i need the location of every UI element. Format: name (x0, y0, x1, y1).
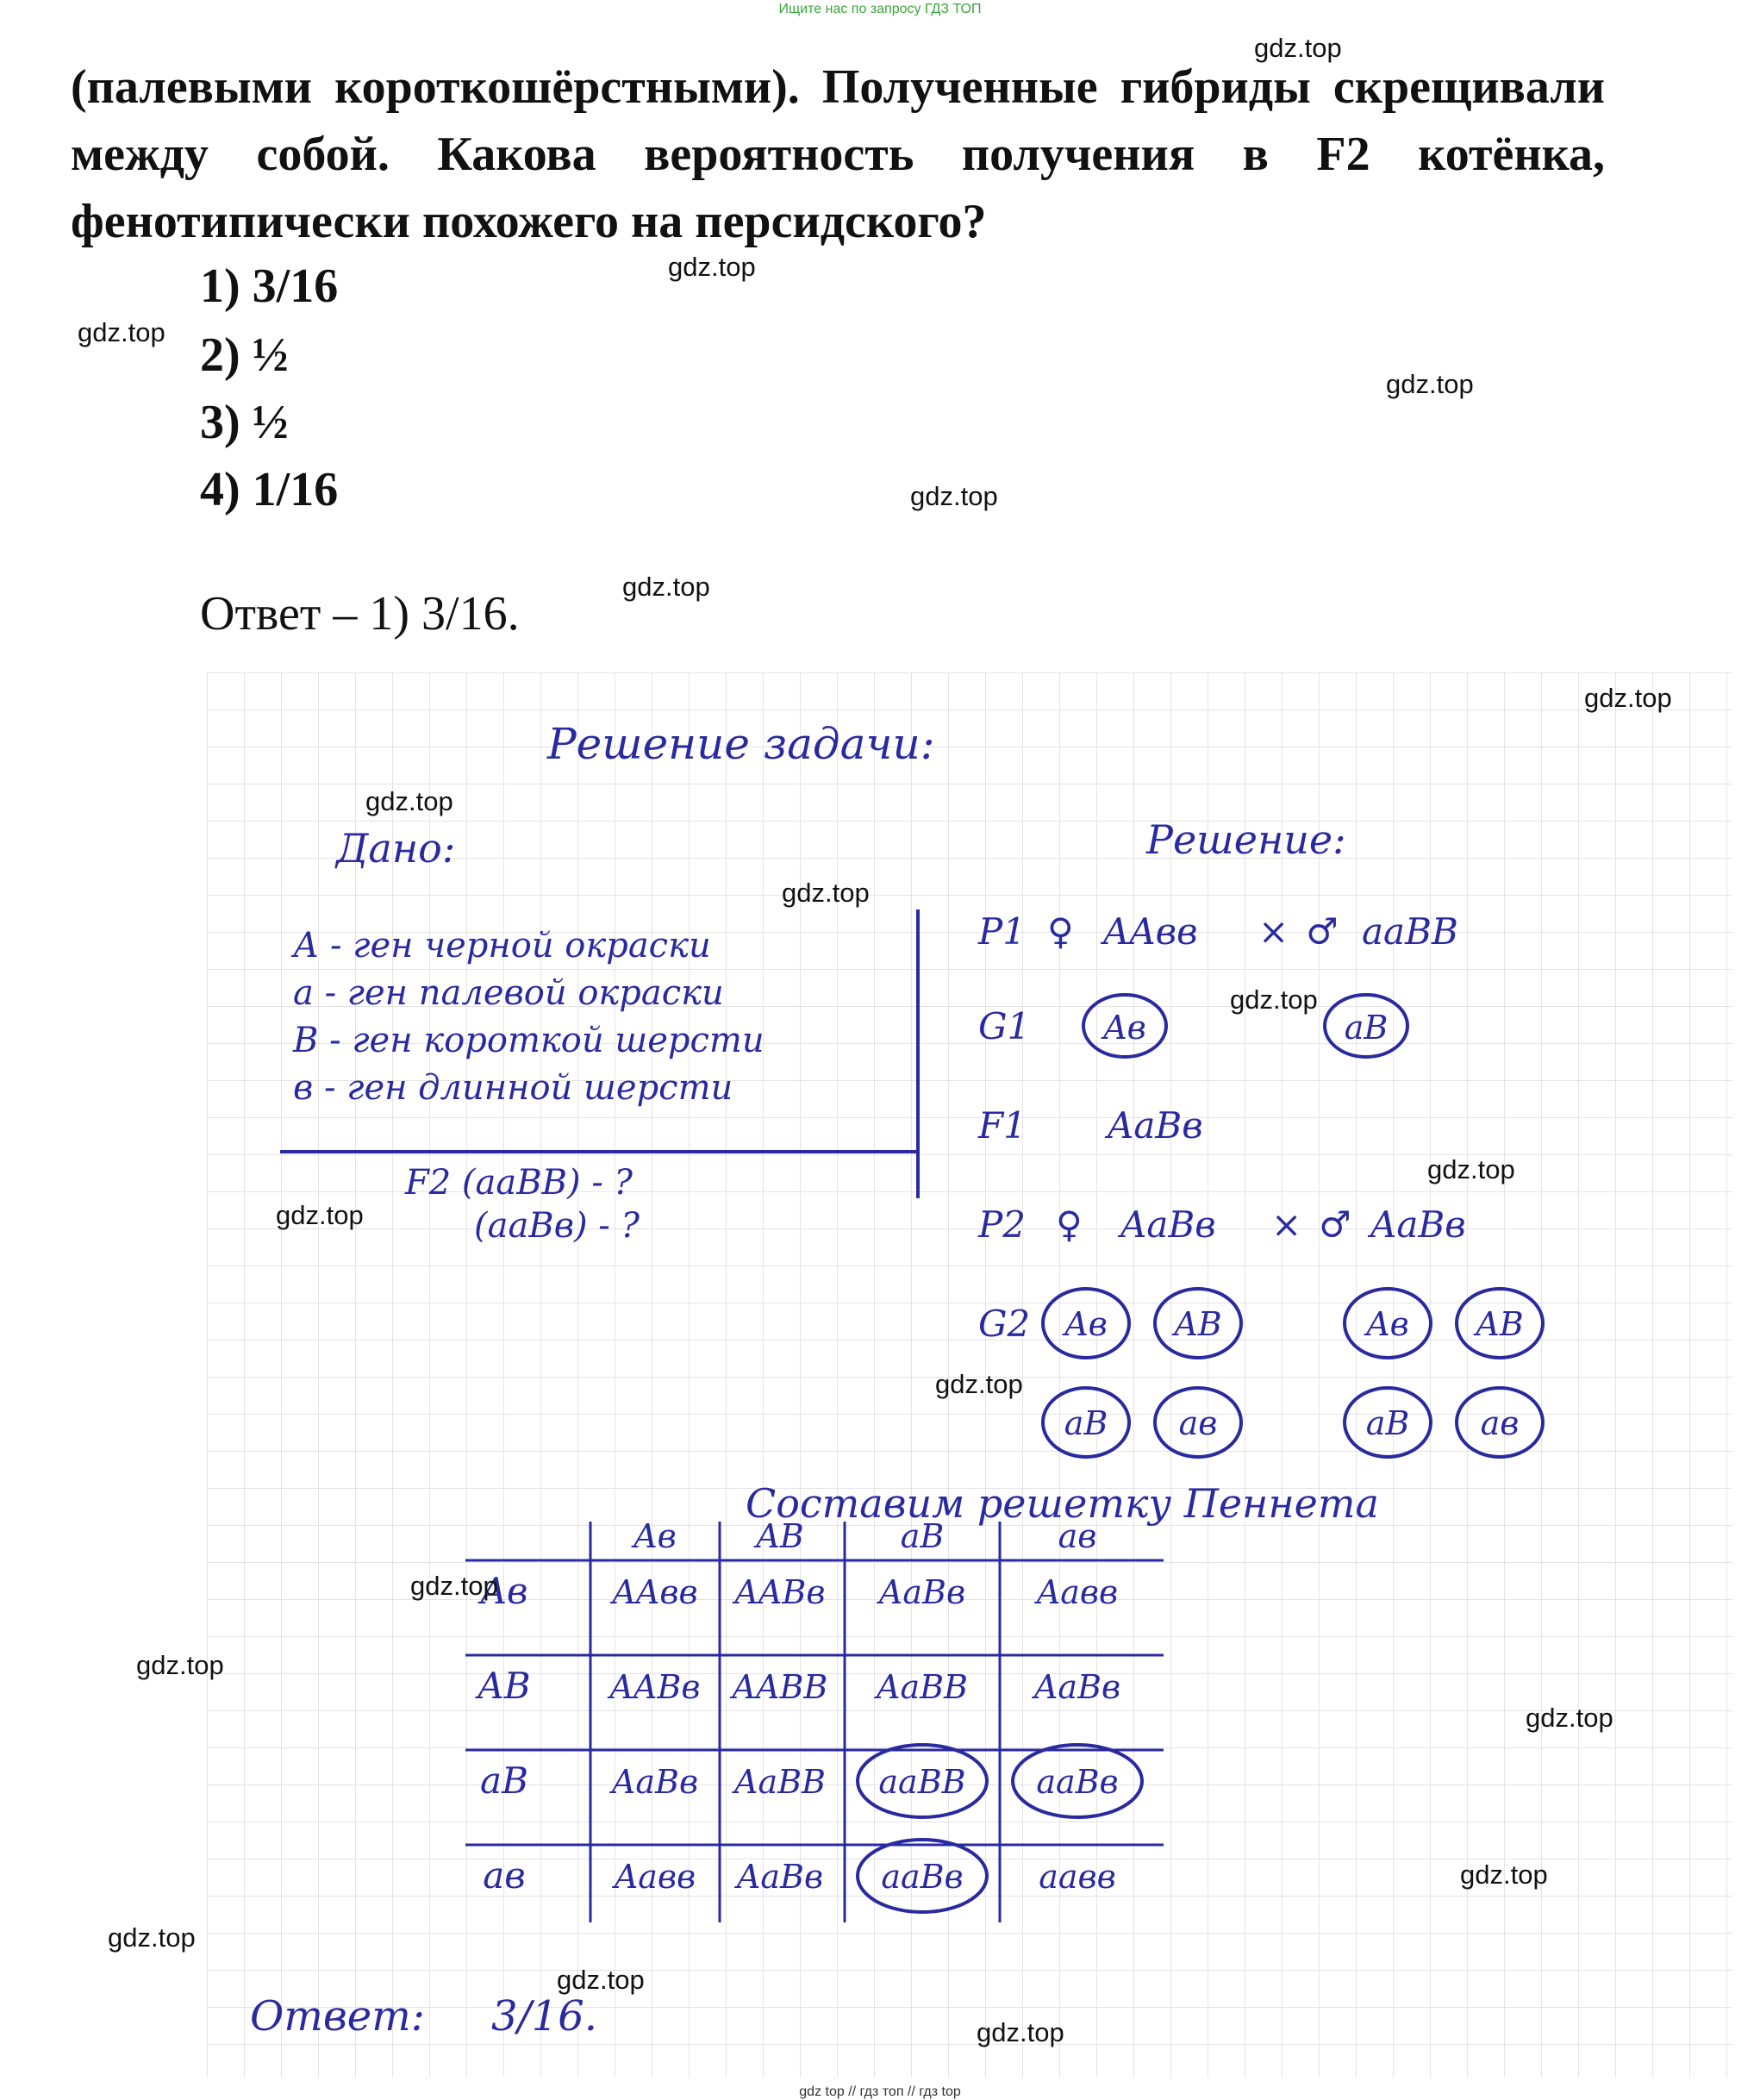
watermark: gdz.top (977, 2017, 1064, 2047)
g2-gamete: AB (1174, 1305, 1222, 1343)
watermark: gdz.top (136, 1650, 224, 1680)
question-text: (палевыми короткошёрстными). Полученные гибриды скрещивали между собой. Какова вероятность получения в F2 котёнка, фенотипически похожего на персидского? (71, 60, 1605, 248)
punnett-cell: Aaвв (1036, 1573, 1119, 1611)
answer-line: Ответ – 1) 3/16. (200, 587, 520, 641)
question-line: (aaBв) - ? (474, 1206, 640, 1246)
g2-gamete: aв (1178, 1404, 1218, 1442)
punnett-cell: aaвв (1039, 1858, 1116, 1896)
final-answer-label: Ответ: (250, 1992, 425, 2041)
g1-label: G1 (978, 1005, 1031, 1047)
watermark: gdz.top (1460, 1859, 1548, 1890)
p1-label: P1 (978, 910, 1026, 953)
watermark: gdz.top (557, 1965, 645, 1995)
watermark: gdz.top (1230, 984, 1318, 1015)
question-line: F2 (aaBB) - ? (405, 1163, 633, 1203)
watermark: gdz.top (1386, 369, 1474, 399)
given-line: А - ген черной окраски (293, 926, 711, 966)
punnett-cell: AaBB (734, 1763, 826, 1801)
watermark: gdz.top (365, 786, 453, 816)
male-symbol: ♂ (1319, 1203, 1351, 1246)
g1-gamete: Aв (1103, 1009, 1146, 1047)
g2-gamete: aB (1365, 1404, 1410, 1442)
punnett-cell: aaBB (878, 1763, 966, 1801)
female-symbol: ♀ (1047, 910, 1074, 953)
watermark: gdz.top (782, 878, 870, 908)
g2-gamete: Aв (1366, 1305, 1409, 1343)
f1-label: F1 (978, 1104, 1027, 1147)
punnett-cell: AaBв (611, 1763, 699, 1801)
p2-label: P2 (978, 1203, 1026, 1246)
punnett-cell: AaBв (736, 1858, 824, 1896)
punnett-cell: AaBB (877, 1668, 968, 1706)
punnett-cell: AaBв (878, 1573, 966, 1611)
watermark: gdz.top (622, 572, 710, 602)
given-line: в - ген длинной шерсти (293, 1068, 733, 1108)
cross-symbol: × (1258, 910, 1289, 953)
female-symbol: ♀ (1056, 1203, 1083, 1246)
punnett-column-header: Aв (633, 1517, 677, 1555)
punnett-cell: AAвв (612, 1573, 698, 1611)
g2-gamete: aB (1064, 1404, 1108, 1442)
given-line: а - ген палевой окраски (293, 973, 724, 1013)
g2-gamete: AB (1476, 1305, 1524, 1343)
final-answer-value: 3/16. (491, 1992, 598, 2041)
watermark: gdz.top (935, 1369, 1023, 1399)
watermark: gdz.top (78, 317, 165, 347)
solution-heading: Решение: (1146, 816, 1346, 863)
option-1: 1) 3/16 (200, 259, 339, 313)
watermark: gdz.top (1584, 683, 1672, 713)
given-line: В - ген короткой шерсти (293, 1021, 765, 1060)
top-banner: Ищите нас по запросу ГДЗ ТОП (778, 2, 982, 16)
given-heading: Дано: (336, 825, 456, 872)
p1-male-genotype: aaBB (1362, 910, 1458, 953)
watermark: gdz.top (410, 1571, 498, 1601)
solution-title: Решение задачи: (547, 719, 935, 769)
watermark: gdz.top (1427, 1154, 1515, 1184)
f1-genotype: AaBв (1108, 1104, 1203, 1147)
watermark: gdz.top (668, 252, 756, 282)
watermark: gdz.top (1526, 1703, 1613, 1733)
watermark: gdz.top (910, 481, 998, 511)
option-4: 4) 1/16 (200, 463, 339, 516)
punnett-cell: AABB (732, 1668, 828, 1706)
male-symbol: ♂ (1306, 910, 1339, 953)
g2-gamete: Aв (1064, 1305, 1108, 1343)
punnett-cell: aaBв (1036, 1763, 1119, 1801)
punnett-cell: AABв (734, 1573, 826, 1611)
punnett-cell: aaBв (881, 1858, 964, 1896)
punnett-column-header: AB (756, 1517, 804, 1555)
punnett-row-header: aB (480, 1759, 528, 1802)
p2-female-genotype: AaBв (1120, 1203, 1216, 1246)
punnett-row-header: aв (483, 1854, 526, 1897)
punnett-cell: AABв (609, 1668, 701, 1706)
cross-symbol: × (1271, 1203, 1302, 1246)
punnett-cell: AaBв (1033, 1668, 1121, 1706)
p1-female-genotype: AAвв (1103, 910, 1198, 953)
footer: gdz top // гдз топ // гдз top (799, 2084, 961, 2099)
punnett-column-header: aв (1058, 1517, 1097, 1555)
watermark: gdz.top (108, 1922, 196, 1953)
g2-label: G2 (978, 1303, 1031, 1345)
watermark: gdz.top (1254, 33, 1342, 63)
option-2: 2) ½ (200, 328, 289, 382)
punnett-cell: Aaвв (614, 1858, 696, 1896)
watermark: gdz.top (276, 1200, 364, 1230)
p2-male-genotype: AaBв (1370, 1203, 1466, 1246)
punnett-row-header: AB (477, 1665, 531, 1707)
g2-gamete: aв (1480, 1404, 1520, 1442)
g1-gamete: aB (1344, 1009, 1389, 1047)
punnett-row-header: Aв (480, 1570, 528, 1612)
option-3: 3) ½ (200, 396, 289, 449)
punnett-column-header: aB (900, 1517, 945, 1555)
punnett-title: Составим решетку Пеннета (746, 1480, 1379, 1527)
